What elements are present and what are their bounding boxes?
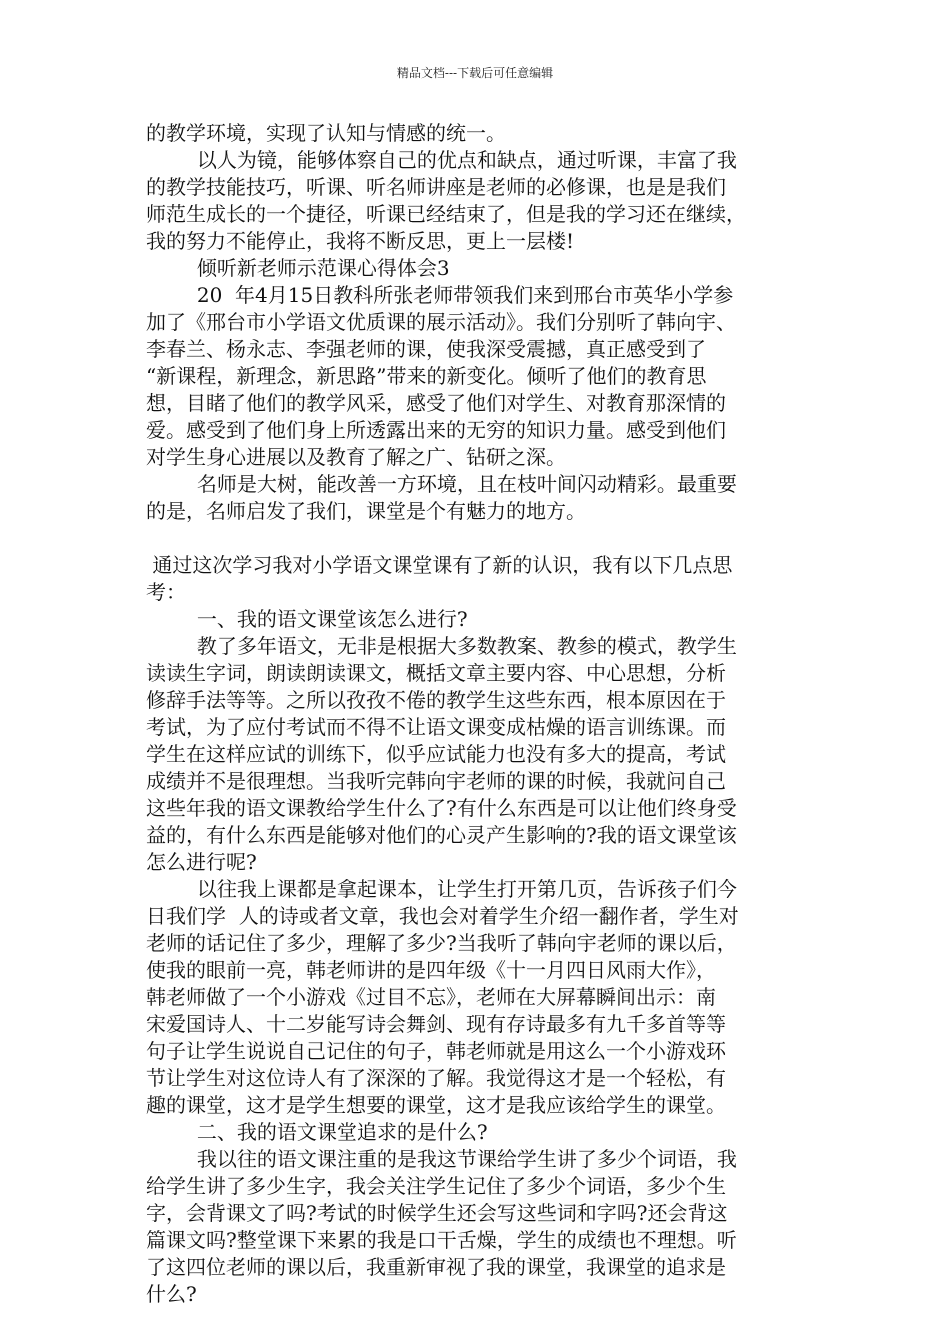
text-line: 给学生讲了多少生字，我会关注学生记住了多少个词语，多少个生: [146, 1174, 726, 1198]
text-line: “新课程，新理念，新思路”带来的新变化。倾听了他们的教育思: [146, 364, 707, 388]
text-line: 李春兰、杨永志、李强老师的课，使我深受震撼，真正感受到了: [146, 337, 706, 361]
text-line: 使我的眼前一亮，韩老师讲的是四年级《十一月四日风雨大作》，: [146, 958, 716, 982]
text-line: 二、我的语文课堂追求的是什么?: [146, 1120, 488, 1144]
text-line: 20 年4月15日教科所张老师带领我们来到邢台市英华小学参: [146, 283, 734, 307]
text-line: 益的，有什么东西是能够对他们的心灵产生影响的?我的语文课堂该: [146, 823, 737, 847]
text-line: 这些年我的语文课教给学生什么了?有什么东西是可以让他们终身受: [146, 796, 737, 820]
text-line: 了这四位老师的课以后，我重新审视了我的课堂，我课堂的追求是: [146, 1255, 726, 1279]
text-line: 学生在这样应试的训练下，似乎应试能力也没有多大的提高，考试: [146, 742, 726, 766]
page-header: 精品文档---下载后可任意编辑: [396, 66, 554, 80]
text-line: 对学生身心进展以及教育了解之广、钻研之深。: [146, 445, 566, 469]
text-line: 的教学技能技巧，听课、听名师讲座是老师的必修课，也是是我们: [146, 175, 726, 199]
text-line: 句子让学生说说自己记住的句子，韩老师就是用这么一个小游戏环: [146, 1039, 726, 1063]
text-line: 加了《邢台市小学语文优质课的展示活动》。我们分别听了韩向宇、: [146, 310, 736, 334]
document-body: [146, 120, 836, 1308]
text-line: 我以往的语文课注重的是我这节课给学生讲了多少个词语，我: [146, 1147, 737, 1171]
text-line: 爱。感受到了他们身上所透露出来的无穷的知识力量。感受到他们: [146, 418, 726, 442]
text-line: 篇课文吗?整堂课下来累的我是口干舌燥，学生的成绩也不理想。听: [146, 1228, 737, 1252]
text-line: 一、我的语文课堂该怎么进行?: [146, 607, 468, 631]
text-line: 读读生字词，朗读朗读课文，概括文章主要内容、中心思想，分析: [146, 661, 726, 685]
text-line: 教了多年语文，无非是根据大多数教案、教参的模式，教学生: [146, 634, 737, 658]
text-line: 我的努力不能停止，我将不断反思，更上一层楼!: [146, 229, 575, 253]
text-line: 老师的话记住了多少，理解了多少?当我听了韩向宇老师的课以后，: [146, 931, 737, 955]
text-line: 以往我上课都是拿起课本，让学生打开第几页，告诉孩子们今: [146, 877, 737, 901]
text-line: 考：: [146, 580, 186, 604]
text-line: 修辞手法等等。之所以孜孜不倦的教学生这些东西，根本原因在于: [146, 688, 726, 712]
text-line: 趣的课堂，这才是学生想要的课堂，这才是我应该给学生的课堂。: [146, 1093, 726, 1117]
text-line: 韩老师做了一个小游戏《过目不忘》，老师在大屏幕瞬间出示：南: [146, 985, 716, 1009]
text-line: 宋爱国诗人、十二岁能写诗会舞剑、现有存诗最多有九千多首等等: [146, 1012, 726, 1036]
text-line: 的是，名师启发了我们，课堂是个有魅力的地方。: [146, 499, 586, 523]
text-line: 节让学生对这位诗人有了深深的了解。我觉得这才是一个轻松，有: [146, 1066, 726, 1090]
text-line: 通过这次学习我对小学语文课堂课有了新的认识，我有以下几点思: [146, 553, 733, 577]
text-line: 成绩并不是很理想。当我听完韩向宇老师的课的时候，我就问自己: [146, 769, 726, 793]
text-line: 考试，为了应付考试而不得不让语文课变成枯燥的语言训练课。而: [146, 715, 726, 739]
text-line: 的教学环境，实现了认知与情感的统一。: [146, 121, 506, 145]
text-line: 名师是大树，能改善一方环境，且在枝叶间闪动精彩。最重要: [146, 472, 737, 496]
text-line: 师范生成长的一个捷径，听课已经结束了，但是我的学习还在继续，: [146, 202, 746, 226]
text-line: 日我们学 人的诗或者文章，我也会对着学生介绍一翻作者，学生对: [146, 904, 739, 928]
text-line: 什么?: [146, 1282, 197, 1306]
text-line: 怎么进行呢?: [146, 850, 257, 874]
text-line: [146, 525, 836, 552]
text-line: 以人为镜，能够体察自己的优点和缺点，通过听课，丰富了我: [146, 148, 737, 172]
text-line: 想，目睹了他们的教学风采，感受了他们对学生、对教育那深情的: [146, 391, 726, 415]
text-line: 倾听新老师示范课心得体会3: [146, 256, 450, 280]
text-line: 字，会背课文了吗?考试的时候学生还会写这些词和字吗?还会背这: [146, 1201, 728, 1225]
